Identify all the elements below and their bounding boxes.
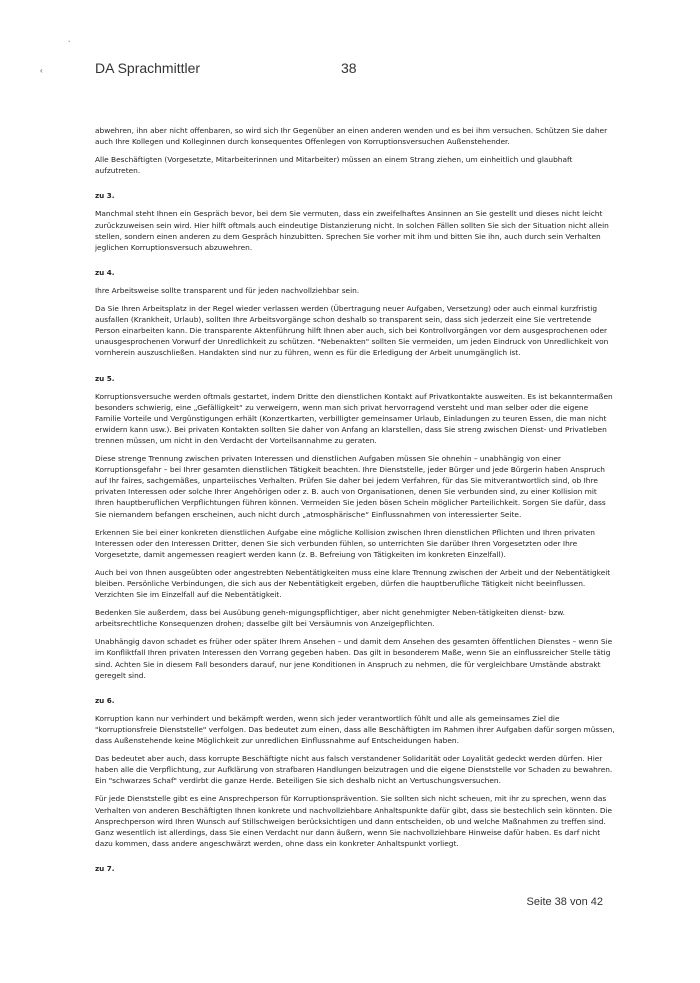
paragraph: Das bedeutet aber auch, dass korrupte Beschäftigte nicht aus falsch verstandener Solidarität oder Loyalität gedeckt werden dürfen. Hier haben alle die Verpflichtung, zur Aufklärung von strafbaren Handlungen beizutragen und die eigene Dienststelle vor Schaden zu bewahren. Ein "schwarzes Schaf" verdirbt die ganze Herde. Beteiligen Sie sich deshalb nicht an Vertuschungsversuchen. xyxy=(95,754,613,786)
page-footer: Seite 38 von 42 xyxy=(526,896,603,908)
scan-mark: ` xyxy=(68,40,71,49)
document-body xyxy=(95,125,615,881)
section-zu-3 xyxy=(95,190,615,252)
section-zu-7 xyxy=(95,863,615,874)
section-zu-4 xyxy=(95,267,615,359)
section-heading: zu 4. xyxy=(95,267,115,277)
section-heading: zu 6. xyxy=(95,695,115,705)
paragraph: Erkennen Sie bei einer konkreten dienstlichen Aufgabe eine mögliche Kollision zwischen Ihren dienstlichen Pflichten und Ihren privaten Interessen oder den Interessen Dritter, denen Sie sich verbunden fühlen, so unterrichten Sie darüber Ihren Vorgesetzten oder Ihre Vorgesetzte, damit angemessen reagiert werden kann (z. B. Befreiung von Tätigkeiten im konkreten Einzelfall). xyxy=(95,527,595,559)
header-page-number: 38 xyxy=(341,60,357,76)
paragraph: Korruptionsversuche werden oftmals gestartet, indem Dritte den dienstlichen Kontakt auf Privatkontakte ausweiten. Es ist bekanntermaßen besonders schwierig, eine „Gefälligkeit“ zu verweigern, wenn man sich privat hervorragend versteht und man selber oder die eigene Familie Vorteile und Vergünstigungen erhält (Konzertkarten, verbilligter gemeinsamer Urlaub, Einladungen zu teuren Essen, die man nicht erwidern kann usw.). Bei privaten Kontakten sollten Sie daher von Anfang an klarstellen, dass Sie streng zwischen Dienst- und Privatleben trennen müssen, um nicht in den Verdacht der Vorteilsannahme zu geraten. xyxy=(95,391,613,445)
section-zu-6 xyxy=(95,695,615,849)
scan-mark: ‹ xyxy=(40,66,43,75)
paragraph: Für jede Dienststelle gibt es eine Ansprechperson für Korruptionsprävention. Sie sollten sich nicht scheuen, mit ihr zu sprechen, wenn das Verhalten von anderen Beschäftigten Ihnen konkrete und nachvollziehbare Anhaltspunkte dafür gibt, dass sie bestechlich sein könnten. Die Ansprechperson wird Ihren Wunsch auf Stillschweigen berücksichtigen und dann entscheiden, ob und welche Maßnahmen zu treffen sind. Ganz wesentlich ist allerdings, dass Sie einen Verdacht nur dann äußern, wenn Sie nachvollziehbare Hinweise dafür haben. Es darf nicht dazu kommen, dass andere angeschwärzt werden, ohne dass ein konkreter Anhaltspunkt vorliegt. xyxy=(95,794,613,848)
section-heading: zu 7. xyxy=(95,863,115,873)
section-zu-5 xyxy=(95,373,615,681)
paragraph: abwehren, ihn aber nicht offenbaren, so wird sich Ihr Gegenüber an einen anderen wenden und es bei ihm versuchen. Schützen Sie daher auch Ihre Kollegen und Kolleginnen durch konsequentes Offenlegen von Korruptionsversuchen Außenstehender. xyxy=(95,126,608,147)
paragraph: Bedenken Sie außerdem, dass bei Ausübung geneh-migungspflichtiger, aber nicht genehmigter Neben-tätigkeiten dienst- bzw. arbeitsrechtliche Konsequenzen drohen; dasselbe gilt bei Versäumnis von Anzeigepflichten. xyxy=(95,608,565,629)
paragraph: Alle Beschäftigten (Vorgesetzte, Mitarbeiterinnen und Mitarbeiter) müssen an einem Strang ziehen, um einheitlich und glaubhaft aufzutreten. xyxy=(95,155,573,176)
section-heading: zu 3. xyxy=(95,191,115,201)
paragraph: Korruption kann nur verhindert und bekämpft werden, wenn sich jeder verantwortlich fühlt und alle als gemeinsames Ziel die "korruptionsfreie Dienststelle" verfolgen. Das bedeutet zum einen, dass alle Beschäftigten im Rahmen ihrer Aufgaben dafür sorgen müssen, dass Außenstehende keine Möglichkeit zur unredlichen Einflussnahme auf Entscheidungen haben. xyxy=(95,713,615,746)
paragraph: Manchmal steht Ihnen ein Gespräch bevor, bei dem Sie vermuten, dass ein zweifelhaftes Ansinnen an Sie gestellt und dieses nicht leicht zurückzuweisen sein wird. Hier hilft oftmals auch eindeutige Distanzierung nicht. In solchen Fällen sollten Sie sich der Situation nicht allein stellen, sondern einen anderen zu dem Gespräch hinzubitten. Sprechen Sie vorher mit ihm und bitten Sie ihn, auch durch sein Verhalten jeglichen Korruptionsversuch abzuwehren. xyxy=(95,209,609,252)
paragraph: Unabhängig davon schadet es früher oder später Ihrem Ansehen – und damit dem Ansehen des gesamten öffentlichen Dienstes – wenn Sie im Konfliktfall Ihren privaten Interessen den Vorrang gegeben haben. Das gilt in besonderem Maße, wenn Sie an einflussreicher Stelle tätig sind. Achten Sie in diesem Fall besonders darauf, nur jene Konditionen in Anspruch zu nehmen, die für vergleichbare Umstände abstrakt geregelt sind. xyxy=(95,637,613,680)
page-header xyxy=(95,60,615,80)
paragraph: Auch bei von Ihnen ausgeübten oder angestrebten Nebentätigkeiten muss eine klare Trennung zwischen der Arbeit und der Nebentätigkeit bleiben. Persönliche Verbindungen, die sich aus der Nebentätigkeit ergeben, dürfen die hauptberufliche Tätigkeit nicht beeinflussen. Verzichten Sie im Einzelfall auf die Nebentätigkeit. xyxy=(95,567,611,600)
section-heading: zu 5. xyxy=(95,373,115,383)
paragraph: Ihre Arbeitsweise sollte transparent und für jeden nachvollziehbar sein. xyxy=(95,285,360,295)
paragraph: Da Sie Ihren Arbeitsplatz in der Regel wieder verlassen werden (Übertragung neuer Aufgaben, Versetzung) oder auch einmal kurzfristig ausfallen (Krankheit, Urlaub), sollten Ihre Arbeitsvorgänge schon deshalb so transparent sein, dass sich jederzeit eine Sie vertretende Person einarbeiten kann. Die transparente Aktenführung hilft Ihnen aber auch, sich bei Kontrollvorgängen vor dem ausgesprochenen oder unausgesprochenen Vorwurf der Unredlichkeit zu schützen. "Nebenakten" sollten Sie vermeiden, um jeden Eindruck von Unredlichkeit von vornherein auszuschließen. Handakten sind nur zu führen, wenn es für die Erledigung der Arbeit unumgänglich ist. xyxy=(95,304,609,358)
document-title: DA Sprachmittler xyxy=(95,60,201,76)
paragraph: Diese strenge Trennung zwischen privaten Interessen und dienstlichen Aufgaben müssen Sie ohnehin – unabhängig von einer Korruptionsgefahr – bei Ihrer gesamten dienstlichen Tätigkeit beachten. Ihre Dienststelle, jeder Bürger und jede Bürgerin haben Anspruch auf Ihr faires, sachgemäßes, unparteiisches Verhalten. Prüfen Sie daher bei jedem Verfahren, für das Sie mitverantwortlich sind, ob Ihre privaten Interessen oder solche Ihrer Angehörigen oder z. B. auch von Organisationen, denen Sie verbunden sind, zu einer Kollision mit Ihren hauptberuflichen Verpflichtungen führen können. Vermeiden Sie jeden bösen Schein möglicher Parteilichkeit. Sorgen Sie dafür, dass Sie niemandem befangen erscheinen, auch nicht durch „atmosphärische“ Einflussnahmen von interessierter Seite. xyxy=(95,454,606,519)
